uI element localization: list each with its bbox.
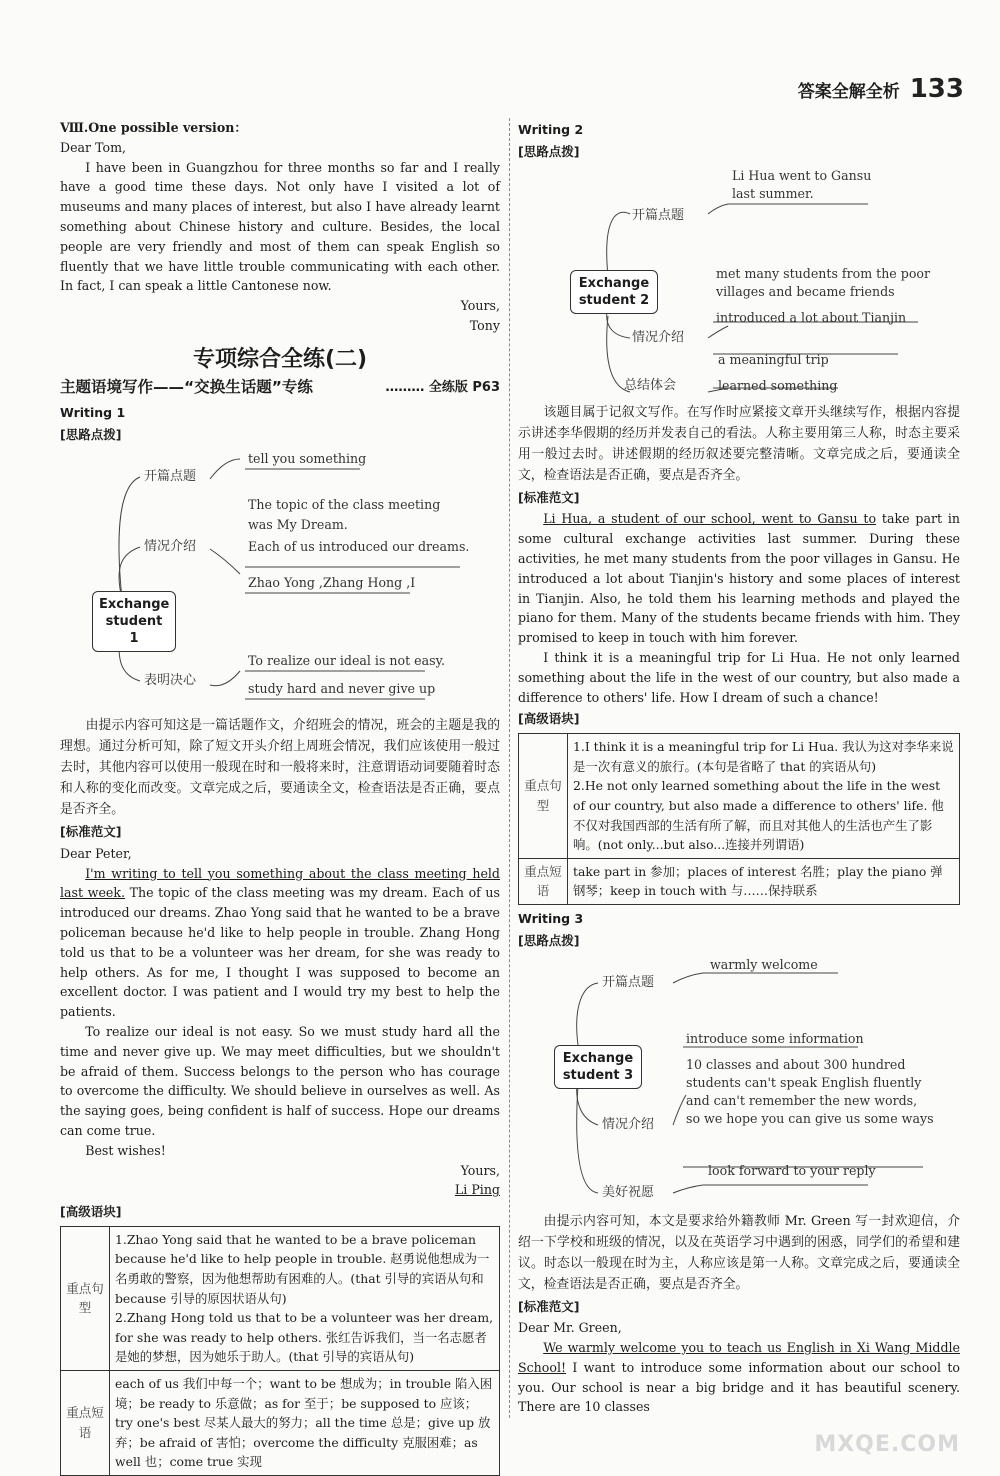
row-content: each of us 我们中每一个；want to be 想成为；in trouble 陷入困境；be ready to 乐意做；as for 至于；be supposed to 应该；try one's best 尽某人最大的努力；all the time 总是；give up 放弃；be afraid of 害怕；overcome the difficulty 克服困难；as well 也；come true 实现 xyxy=(110,1371,500,1476)
writing1-best-wishes: Best wishes! xyxy=(85,1142,166,1158)
writing1-mindmap xyxy=(60,449,500,711)
row-content: take part in 参加；places of interest 名胜；play the piano 弹钢琴；keep in touch with 与……保持联系 xyxy=(568,858,960,904)
page-header xyxy=(798,74,964,104)
writing3-center-node: Exchange student 3 xyxy=(554,1045,642,1089)
writing1-label: Writing 1 xyxy=(60,405,126,421)
writing2-node-1: 开篇点题 xyxy=(632,207,685,223)
section-title: 专项综合全练(二) xyxy=(192,346,368,372)
writing3-paragraph-1 xyxy=(518,1338,960,1417)
writing1-topic-sentence: I'm writing to tell you something about the class meeting held last week. xyxy=(60,865,500,901)
writing1-center-node: Exchange student 1 xyxy=(92,591,176,652)
row-content: 1.Zhao Yong said that he wanted to be a brave policeman because he'd like to help people in trouble. 赵勇说他想成为一名勇敢的警察，因为他想帮助有困难的人。(that 引导的宾语从句和 because 引导的原因状语从句) 2.Zhang Hong told us that to be a volunteer was her dream, for she was ready to help others. 张红告诉我们，当一名志愿者是她的梦想，因为她乐于助人。(that 引导的宾语从句) xyxy=(110,1226,500,1370)
row-label: 重点短语 xyxy=(61,1371,110,1476)
writing2-leaf: Li Hua went to Gansu xyxy=(732,167,872,183)
writing2-mindmap xyxy=(518,166,960,398)
writing3-node-3: 美好祝愿 xyxy=(602,1184,655,1200)
right-column xyxy=(518,118,960,1417)
writing3-leaf: warmly welcome xyxy=(710,956,818,972)
writing3-label: Writing 3 xyxy=(518,910,584,926)
writing1-closing: Yours, xyxy=(460,1162,500,1178)
sample-name: Tony xyxy=(469,317,500,333)
writing1-leaf: study hard and never give up xyxy=(248,680,436,696)
writing1-leaf: To realize our ideal is not easy. xyxy=(248,652,446,668)
writing3-paragraph-1-text: I want to introduce some information about our school to you. Our school is near a big bridge and it has beautiful scenery. There are 10 classes xyxy=(518,1359,960,1415)
writing2-model-tag: [标准范文] xyxy=(518,489,580,505)
writing3-leaf: introduce some information xyxy=(686,1030,864,1046)
writing1-leaf: Zhao Yong ,Zhang Hong ,I xyxy=(248,574,416,590)
sample-closing: Yours, xyxy=(460,298,500,314)
writing2-leaf: last summer. xyxy=(732,185,814,201)
writing2-node-3: 总结体会 xyxy=(624,377,677,393)
writing1-paragraph-2: To realize our ideal is not easy. So we must study hard all the time and never give up. We may meet difficulties, but we shouldn't be afraid of them. Success belongs to the person who has courage to overcome the difficulty. We should believe in ourselves as well. As the saying goes, being confident is half of success. Hope our dreams can come true. xyxy=(60,1023,500,1138)
writing1-advanced-table xyxy=(60,1226,500,1476)
sample-heading: Ⅷ.One possible version： xyxy=(60,120,247,135)
writing1-paragraph-1 xyxy=(60,864,500,1022)
header-title: 答案全解全析 xyxy=(797,81,900,102)
writing1-leaf: The topic of the class meeting xyxy=(248,496,441,512)
subsection-title xyxy=(60,378,500,398)
table-row xyxy=(519,858,960,904)
writing1-paragraph-1-text: The topic of the class meeting was my dream. Each of us introduced our dreams. Zhao Yong said that he wanted to be a brave policeman because he'd like to help people in trouble. Zhang Hong told us that to be a volunteer was her dream, for she was ready to help others. As for me, I thought I was supposed to become an excellent doctor. I was patient and I would try my best to help the patients. xyxy=(60,885,500,1020)
writing1-leaf: Each of us introduced our dreams. xyxy=(248,538,470,554)
table-row xyxy=(61,1226,500,1370)
sample-greeting: Dear Tom, xyxy=(60,139,127,155)
writing3-leaf: students can't speak English fluently xyxy=(686,1074,922,1090)
writing3-model-tag: [标准范文] xyxy=(518,1298,580,1314)
writing1-analysis: 由提示内容可知这是一篇话题作文，介绍班会的情况，班会的主题是我的理想。通过分析可知，除了短文开头介绍上周班会情况，我们应该使用一般过去时，其他内容可以使用一般现在时和一般将来时，注意谓语动词要随着时态和人称的变化而改变。文章完成之后，要通读全文，检查语法是否正确，要点是否齐全。 xyxy=(60,717,500,817)
row-content: 1.I think it is a meaningful trip for Li Hua. 我认为这对李华来说是一次有意义的旅行。(本句是省略了 that 的宾语从句) 2.He not only learned something about the life in the west of our country, but also made a difference to others' life. 他不仅对我国西部的生活有所了解，而且对其他人的生活也产生了影响。(not only...but also...连接并列谓语) xyxy=(568,734,960,859)
table-row xyxy=(61,1371,500,1476)
writing1-node-1: 开篇点题 xyxy=(144,468,197,484)
writing1-adv-tag: [高级语块] xyxy=(60,1204,122,1220)
writing3-tip-tag: [思路点拨] xyxy=(518,932,580,948)
row-label: 重点句型 xyxy=(519,734,568,859)
subsection-text: 主题语境写作——“交换生话题”专练 xyxy=(60,377,313,396)
writing2-leaf: a meaningful trip xyxy=(718,351,829,367)
watermark: MXQE.COM xyxy=(814,1432,960,1457)
writing2-adv-tag: [高级语块] xyxy=(518,711,580,727)
writing2-leaf: met many students from the poor xyxy=(716,265,931,281)
writing2-leaf: introduced a lot about Tianjin xyxy=(716,309,907,325)
writing3-analysis: 由提示内容可知，本文是要求给外籍教师 Mr. Green 写一封欢迎信，介绍一下学校和班级的情况，以及在英语学习中遇到的困惑，同学们的希望和建议。时态以一般现在时为主，人称应该是第一人称。文章完成之后，要通读全文，检查语法是否正确，要点是否齐全。 xyxy=(518,1213,960,1292)
column-divider xyxy=(509,118,510,1418)
writing2-label: Writing 2 xyxy=(518,122,584,137)
writing2-advanced-table xyxy=(518,733,960,905)
writing3-leaf: look forward to your reply xyxy=(708,1162,876,1178)
writing2-topic-sentence: Li Hua, a student of our school, went to Gansu to xyxy=(543,511,877,527)
writing2-paragraph-2: I think it is a meaningful trip for Li Hua. He not only learned something about the life in the west of our country, but also made a difference to others' life. How I dream of such a chance! xyxy=(518,649,960,705)
writing1-node-3: 表明决心 xyxy=(144,672,197,688)
left-column xyxy=(60,118,500,1476)
subsection-ref: ……… 全练版 P63 xyxy=(385,379,500,395)
writing1-leaf: was My Dream. xyxy=(248,516,348,532)
writing3-greeting: Dear Mr. Green, xyxy=(518,1320,622,1336)
writing2-leaf: learned something xyxy=(718,377,838,393)
page-number: 133 xyxy=(909,74,964,104)
writing3-node-1: 开篇点题 xyxy=(602,974,655,990)
writing2-center-node: Exchange student 2 xyxy=(570,270,658,314)
writing2-tip-tag: [思路点拨] xyxy=(518,143,580,159)
writing3-leaf: so we hope you can give us some ways xyxy=(686,1110,934,1126)
writing3-topic-sentence: We warmly welcome you to teach us English in Xi Wang Middle School! xyxy=(518,1340,960,1375)
writing3-leaf: and can't remember the new words, xyxy=(686,1092,918,1108)
sample-body: I have been in Guangzhou for three months so far and I really have a good time these days. Not only have I visited a lot of museums and many places of interest, but also I have already learnt something about Chinese history and culture. Besides, the local people are very friendly and most of them can speak English so fluently that we have little trouble communicating with each other. In fact, I can speak a little Cantonese now. xyxy=(60,159,500,294)
writing2-node-2: 情况介绍 xyxy=(632,329,685,345)
writing3-node-2: 情况介绍 xyxy=(602,1116,655,1132)
writing1-node-2: 情况介绍 xyxy=(144,538,197,554)
table-row xyxy=(519,734,960,859)
writing1-greeting: Dear Peter, xyxy=(60,845,132,861)
writing1-model-tag: [标准范文] xyxy=(60,823,122,839)
writing3-mindmap xyxy=(518,955,960,1207)
writing2-paragraph-1 xyxy=(518,509,960,648)
writing3-leaf: 10 classes and about 300 hundred xyxy=(686,1056,906,1072)
writing1-leaf: tell you something xyxy=(248,450,367,466)
row-label: 重点句型 xyxy=(61,1226,110,1370)
writing2-leaf: villages and became friends xyxy=(716,283,895,299)
writing1-tip-tag: [思路点拨] xyxy=(60,427,122,443)
writing2-paragraph-1-text: take part in some cultural exchange activities last summer. During these activities, he met many students from the poor villages in Gansu. He introduced a lot about Tianjin's history and some places of interest in Tianjin. Also, he told them his learning methods and played the piano for them. Many of the students became friends with him. They promised to keep in touch with him forever. xyxy=(518,511,960,646)
writing2-analysis: 该题目属于记叙文写作。在写作时应紧接文章开头继续写作，根据内容提示讲述李华假期的经历并发表自己的看法。人称主要用第三人称，时态主要采用一般过去时。讲述假期的经历叙述要完整清晰。文章完成之后，要通读全文，检查语法是否正确，要点是否齐全。 xyxy=(518,404,960,483)
row-label: 重点短语 xyxy=(519,858,568,904)
writing1-name: Li Ping xyxy=(454,1182,500,1198)
